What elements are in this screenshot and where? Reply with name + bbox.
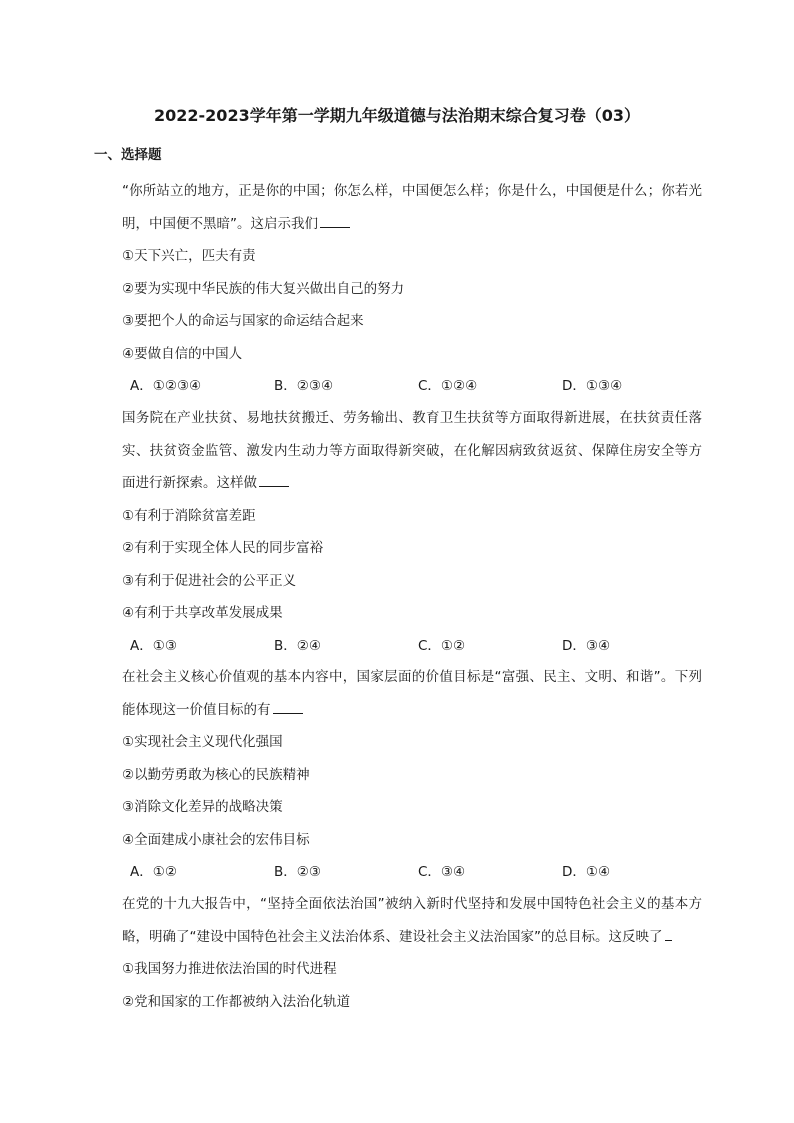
- choice-d[interactable]: D．①③④: [562, 378, 623, 394]
- question-stem: 在党的十九大报告中，“坚持全面依法治国”被纳入新时代坚持和发展中国特色社会主义的基本方略，明确了“建设中国特色社会主义法治体系、建设社会主义法治国家”的总目标。这反映了: [122, 896, 702, 945]
- answer-blank: [259, 472, 289, 487]
- statement-item: ①实现社会主义现代化强国: [122, 734, 283, 750]
- choice-a[interactable]: A．①③: [130, 637, 177, 654]
- page-title: 2022-2023学年第一学期九年级道德与法治期末综合复习卷（03）: [154, 106, 640, 125]
- statement-item: ④要做自信的中国人: [122, 345, 243, 362]
- statement-item: ②有利于实现全体人民的同步富裕: [122, 540, 324, 556]
- choice-c[interactable]: C．③④: [418, 864, 466, 880]
- answer-blank: [320, 213, 350, 228]
- choice-b[interactable]: B．②④: [274, 637, 321, 654]
- question-stem: 国务院在产业扶贫、易地扶贫搬迁、劳务输出、教育卫生扶贫等方面取得新进展，在扶贫责任落实、扶贫资金监管、激发内生动力等方面取得新突破，在化解因病致贫返贫、保障住房安全等方面进行新探索。这样做: [122, 410, 702, 491]
- question-2: [122, 402, 702, 662]
- answer-blank: [273, 699, 303, 714]
- answer-choices: [122, 856, 702, 889]
- answer-choices: [122, 630, 702, 663]
- question-3: [122, 661, 702, 889]
- question-1: [122, 175, 702, 403]
- statement-item: ④全面建成小康社会的宏伟目标: [122, 831, 310, 848]
- statement-item: ④有利于共享改革发展成果: [122, 605, 283, 621]
- choice-a[interactable]: A．①②: [130, 864, 177, 880]
- statement-item: ③要把个人的命运与国家的命运结合起来: [122, 313, 364, 329]
- choice-d[interactable]: D．③④: [562, 637, 611, 654]
- statement-item: ③有利于促进社会的公平正义: [122, 572, 297, 589]
- question-stem: 在社会主义核心价值观的基本内容中，国家层面的价值目标是“富强、民主、文明、和谐”。下列能体现这一价值目标的有: [122, 669, 702, 718]
- statement-item: ②要为实现中华民族的伟大复兴做出自己的努力: [122, 280, 405, 297]
- choice-c[interactable]: C．①②④: [418, 378, 478, 394]
- choice-b[interactable]: B．②③: [274, 864, 321, 880]
- statement-item: ②以勤劳勇敢为核心的民族精神: [122, 766, 310, 783]
- answer-choices: [122, 370, 702, 403]
- statement-item: ③消除文化差异的战略决策: [122, 799, 283, 815]
- choice-c[interactable]: C．①②: [418, 637, 466, 654]
- statement-item: ①有利于消除贫富差距: [122, 507, 256, 524]
- question-stem: “你所站立的地方，正是你的中国；你怎么样，中国便怎么样；你是什么，中国便是什么；你若光明，中国便不黑暗”。这启示我们: [122, 183, 702, 232]
- choice-d[interactable]: D．①④: [562, 864, 611, 880]
- question-4: [122, 888, 702, 1018]
- answer-blank: [665, 926, 672, 941]
- section-heading: 一、选择题: [94, 147, 162, 163]
- choice-a[interactable]: A．①②③④: [130, 378, 202, 394]
- statement-item: ①我国努力推进依法治国的时代进程: [122, 961, 337, 977]
- choice-b[interactable]: B．②③④: [274, 378, 334, 394]
- statement-item: ②党和国家的工作都被纳入法治化轨道: [122, 993, 351, 1010]
- statement-item: ①天下兴亡，匹夫有责: [122, 248, 256, 264]
